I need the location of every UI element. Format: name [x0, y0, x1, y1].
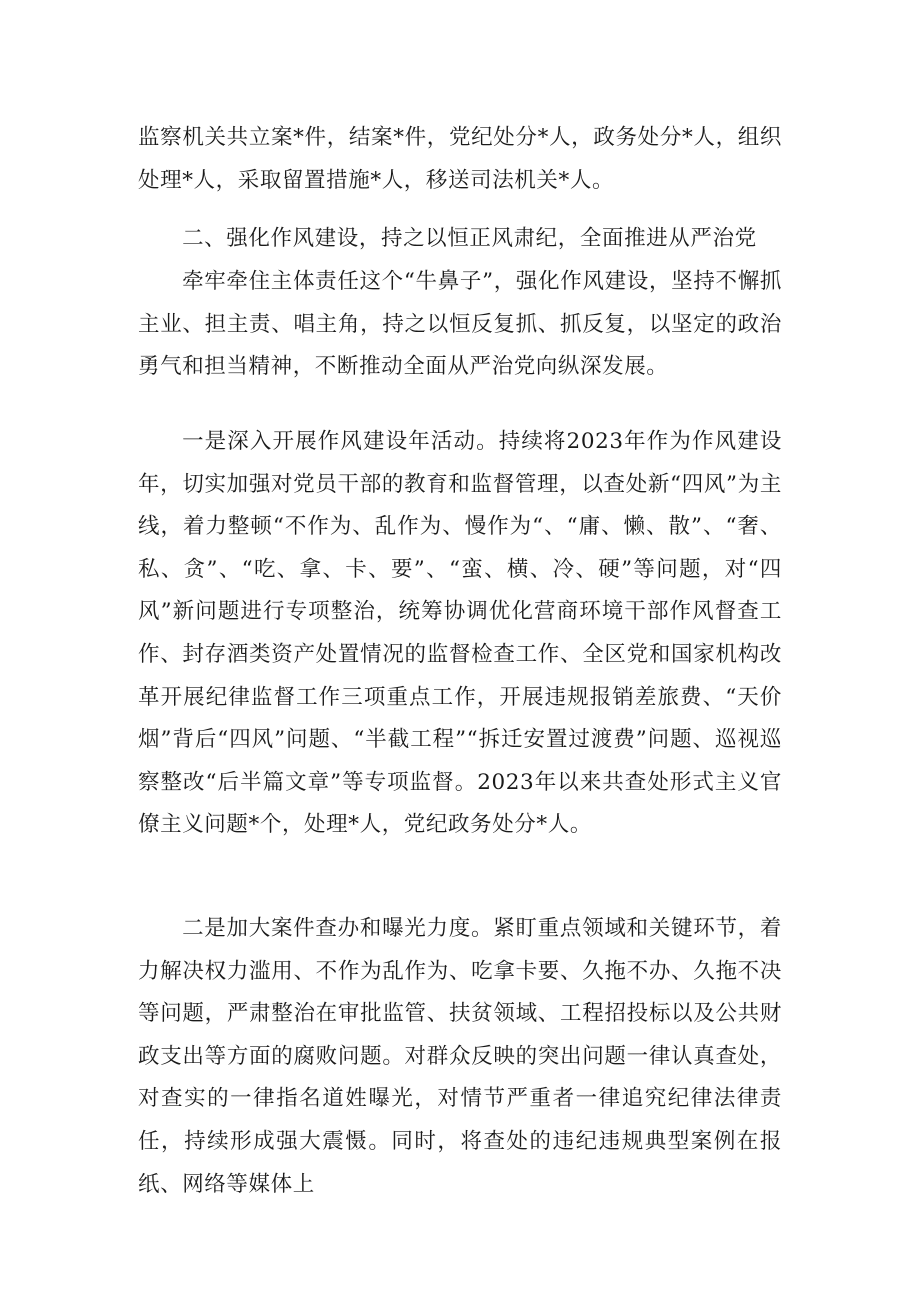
paragraph-case-statistics	[138, 117, 782, 202]
paragraph-text: 二是加大案件查办和曝光力度。紧盯重点领域和关键环节，着力解决权力滥用、不作为乱作为、吃拿卡要、久拖不办、久拖不决等问题，严肃整治在审批监管、扶贫领域、工程招投标以及公共财政支出等方面的腐败问题。对群众反映的突出问题一律认真查处，对查实的一律指名道姓曝光，对情节严重者一律追究纪律法律责任，持续形成强大震慑。同时，将查处的违纪违规典型案例在报纸、网络等媒体上	[138, 916, 782, 1197]
paragraph-text: 一是深入开展作风建设年活动。持续将2023年作为作风建设年，切实加强对党员干部的教育和监督管理，以查处新“四风”为主线，着力整顿“不作为、乱作为、慢作为“、“庸、懒、散”、“奢、私、贪”、“吃、拿、卡、要”、“蛮、横、冷、硬”等问题，对“四风”新问题进行专项整治，统筹协调优化营商环境干部作风督查工作、封存酒类资产处置情况的监督检查工作、全区党和国家机构改革开展纪律监督工作三项重点工作，开展违规报销差旅费、“天价烟”背后“四风”问题、“半截工程”“拆迁安置过渡费”问题、巡视巡察整改“后半篇文章”等专项监督。2023年以来共查处形式主义官僚主义问题*个，处理*人，党纪政务处分*人。	[138, 429, 782, 838]
section-heading	[138, 218, 782, 261]
paragraph-case-exposure	[138, 908, 782, 1206]
section-heading-text: 二、强化作风建设，持之以恒正风肃纪，全面推进从严治党	[182, 226, 757, 251]
paragraph-text: 监察机关共立案*件，结案*件，党纪处分*人，政务处分*人，组织处理*人，采取留置措施*人，移送司法机关*人。	[138, 125, 782, 193]
paragraph-work-style-year	[138, 421, 782, 847]
paragraph-text: 牵牢牵住主体责任这个“牛鼻子”，强化作风建设，坚持不懈抓主业、担主责、唱主角，持之以恒反复抓、抓反复，以坚定的政治勇气和担当精神，不断推动全面从严治党向纵深发展。	[138, 269, 782, 380]
paragraph-main-responsibility	[138, 261, 782, 389]
